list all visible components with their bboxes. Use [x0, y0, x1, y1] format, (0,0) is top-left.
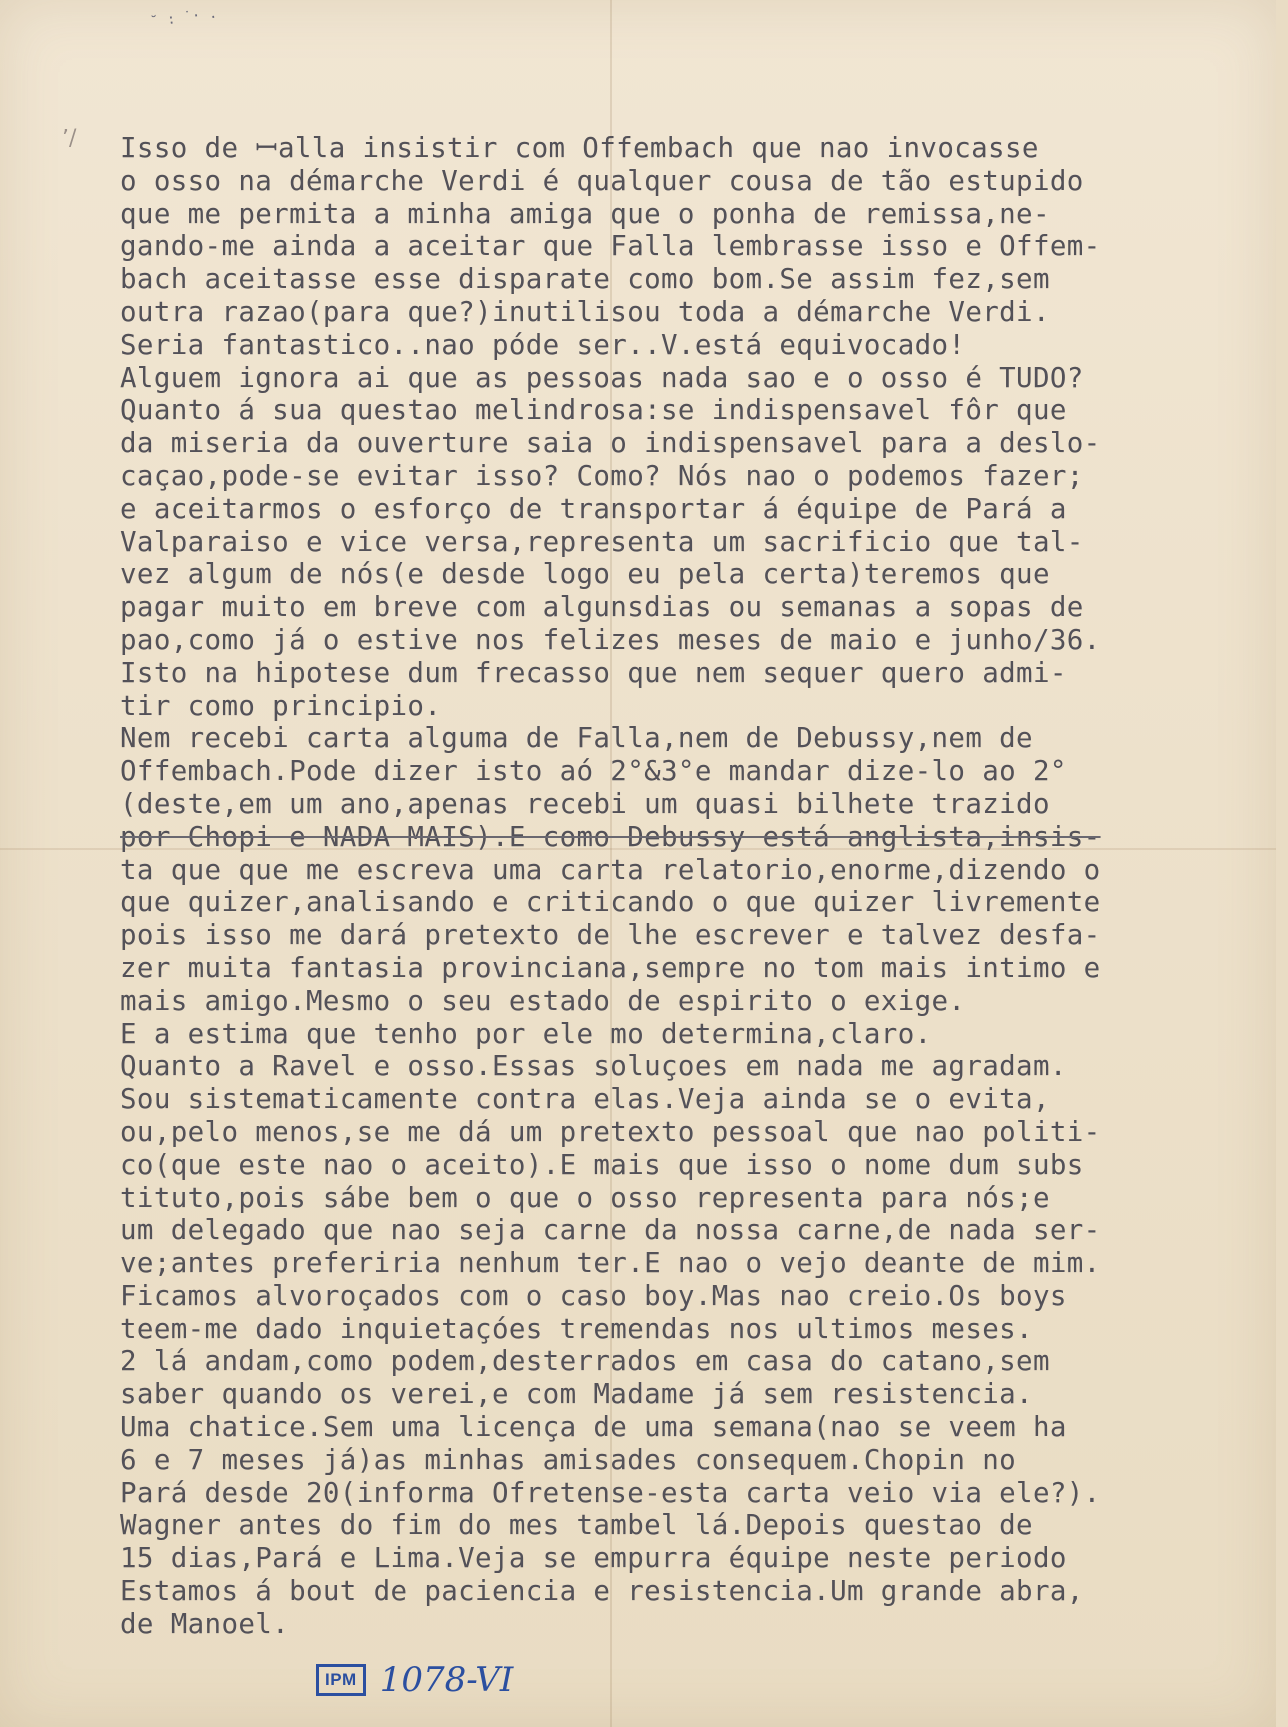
letter-line: Quanto a Ravel e osso.Essas soluçoes em nada me agradam. [120, 1050, 1067, 1083]
letter-line: mais amigo.Mesmo o seu estado de espirito o exige. [120, 984, 966, 1017]
letter-line: Pará desde 20(informa Ofretense-esta carta veio via ele?). [120, 1476, 1101, 1509]
letter-line: tir como principio. [120, 689, 442, 722]
top-ink-marks: ˘ ꞉ ˙· . [149, 5, 219, 31]
letter-line: tituto,pois sábe bem o que o osso representa para nós;e [120, 1181, 1050, 1214]
letter-line: Sou sistematicamente contra elas.Veja ainda se o evita, [120, 1083, 1050, 1116]
letter-line: e aceitarmos o esforço de transportar á équipe de Pará a [120, 492, 1067, 525]
letter-line: um delegado que nao seja carne da nossa carne,de nada ser- [120, 1214, 1101, 1247]
letter-line: que me permita a minha amiga que o ponha de remissa,ne- [120, 197, 1050, 230]
letter-line: ve;antes preferiria nenhum ter.E nao o vejo deante de mim. [120, 1247, 1101, 1280]
archive-stamp: IPM [316, 1664, 366, 1696]
letter-line: E a estima que tenho por ele mo determina,claro. [120, 1017, 932, 1050]
letter-line: gando-me ainda a aceitar que Falla lembrasse isso e Offem- [120, 230, 1101, 263]
letter-line: por Chopi e NADA MAIS).E como Debussy está anglista,insis- [120, 820, 1101, 853]
letter-line: vez algum de nós(e desde logo eu pela certa)teremos que [120, 558, 1050, 591]
letter-line: bach aceitasse esse disparate como bom.Se assim fez,sem [120, 263, 1050, 296]
letter-line: saber quando os verei,e com Madame já sem resistencia. [120, 1378, 1033, 1411]
letter-line: co(que este nao o aceito).E mais que isso o nome dum subs [120, 1148, 1084, 1181]
letter-line: pois isso me dará pretexto de lhe escrever e talvez desfa- [120, 919, 1101, 952]
letter-line: Estamos á bout de paciencia e resistencia.Um grande abra, [120, 1575, 1084, 1608]
letter-line: Isto na hipotese dum frecasso que nem sequer quero admi- [120, 656, 1067, 689]
archive-reference: 1078-VI [379, 1660, 514, 1700]
letter-line: 6 e 7 meses já)as minhas amisades consequem.Chopin no [120, 1443, 1017, 1476]
letter-line: outra razao(para que?)inutilisou toda a démarche Verdi. [120, 295, 1050, 328]
letter-line: caçao,pode-se evitar isso? Como? Nós nao o podemos fazer; [120, 459, 1084, 492]
letter-line: zer muita fantasia provinciana,sempre no tom mais intimo e [120, 951, 1101, 984]
letter-line: pagar muito em breve com algunsdias ou semanas a sopas de [120, 591, 1084, 624]
letter-line: Wagner antes do fim do mes tambel lá.Depois questao de [120, 1509, 1033, 1542]
letter-line: ta que que me escreva uma carta relatorio,enorme,dizendo o [120, 853, 1101, 886]
letter-line: teem-me dado inquietaçóes tremendas nos ultimos meses. [120, 1312, 1033, 1345]
letter-line: Isso de ꟷalla insistir com Offembach que nao invocasse [120, 132, 1039, 164]
archive-stamp-area [316, 1660, 513, 1700]
letter-line: Nem recebi carta alguma de Falla,nem de Debussy,nem de [120, 722, 1033, 755]
letter-line: 15 dias,Pará e Lima.Veja se empurra équipe neste periodo [120, 1542, 1067, 1575]
letter-line: que quizer,analisando e criticando o que quizer livremente [120, 886, 1101, 919]
letter-line: Quanto á sua questao melindrosa:se indispensavel fôr que [120, 394, 1067, 427]
letter-line: da miseria da ouverture saia o indispensavel para a deslo- [120, 427, 1101, 460]
letter-line: Valparaiso e vice versa,representa um sacrificio que tal- [120, 525, 1084, 558]
letter-line: (deste,em um ano,apenas recebi um quasi bilhete trazido [120, 787, 1050, 820]
letter-line: de Manoel. [120, 1607, 290, 1640]
letter-line: ou,pelo menos,se me dá um pretexto pessoal que nao politi- [120, 1115, 1101, 1148]
letter-line: Uma chatice.Sem uma licença de uma semana(nao se veem ha [120, 1411, 1067, 1444]
letter-line: Offembach.Pode dizer isto aó 2°&3°e mandar dize-lo ao 2° [120, 755, 1067, 788]
letter-body [120, 132, 1270, 1641]
letter-line: 2 lá andam,como podem,desterrados em casa do catano,sem [120, 1345, 1050, 1378]
letter-line: Seria fantastico..nao póde ser..V.está equivocado! [120, 328, 966, 361]
letter-line: Alguem ignora ai que as pessoas nada sao e o osso é TUDO? [120, 361, 1084, 394]
letter-line: o osso na démarche Verdi é qualquer cousa de tão estupido [120, 164, 1084, 197]
margin-mark: ٬/ [62, 126, 77, 151]
letter-line: pao,como já o estive nos felizes meses de maio e junho/36. [120, 623, 1101, 656]
letter-line: Ficamos alvoroçados com o caso boy.Mas nao creio.Os boys [120, 1279, 1067, 1312]
